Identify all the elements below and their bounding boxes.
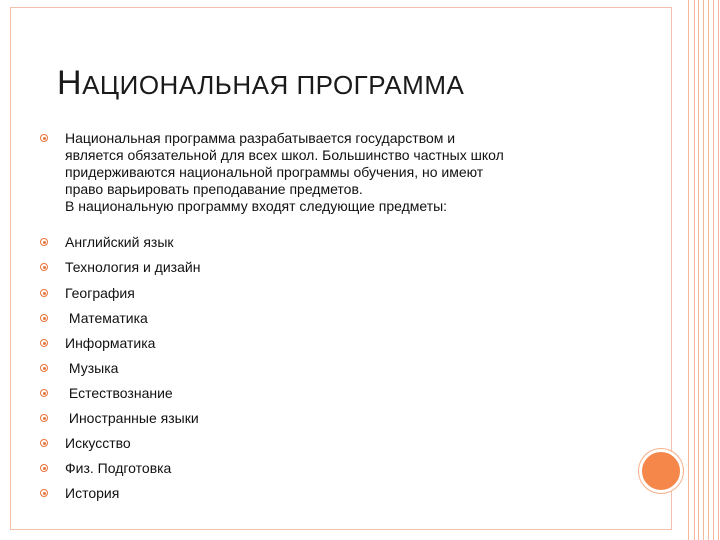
subject-label: Физ. Подготовка <box>65 460 172 476</box>
list-item <box>40 435 640 460</box>
bullet-icon <box>40 414 48 422</box>
decor-line <box>694 0 695 540</box>
decor-line <box>718 0 719 540</box>
bullet-icon <box>40 389 48 397</box>
list-item <box>40 234 640 259</box>
bullet-icon <box>40 289 48 297</box>
decor-line <box>708 0 709 540</box>
bullet-icon <box>40 314 48 322</box>
intro-line: право варьировать преподавание предметов. <box>65 181 363 197</box>
intro-line: является обязательной для всех школ. Большинство частных школ <box>65 147 504 163</box>
list-item-intro <box>40 130 640 228</box>
bullet-icon <box>40 464 48 472</box>
list-item <box>40 460 640 485</box>
list-item <box>40 485 640 510</box>
subject-label: География <box>65 285 135 301</box>
subject-label: Технология и дизайн <box>65 259 201 275</box>
subject-label: История <box>65 485 120 501</box>
list-item <box>40 385 640 410</box>
decor-line <box>703 0 704 540</box>
title-first-letter: Н <box>57 64 83 102</box>
bullet-icon <box>40 364 48 372</box>
decor-line <box>713 0 714 540</box>
bullet-list <box>40 130 640 510</box>
bullet-icon <box>40 489 48 497</box>
subject-label: Информатика <box>65 335 156 351</box>
list-item <box>40 410 640 435</box>
list-item <box>40 310 640 335</box>
intro-line: придерживаются национальной программы обучения, но имеют <box>65 164 484 180</box>
title-rest: АЦИОНАЛЬНАЯ ПРОГРАММА <box>82 70 465 100</box>
subject-label: Музыка <box>65 360 119 376</box>
bullet-icon <box>40 339 48 347</box>
list-item <box>40 335 640 360</box>
bullet-icon <box>40 263 48 271</box>
bullet-icon <box>40 238 48 246</box>
list-item <box>40 360 640 385</box>
subject-label: Естествознание <box>65 385 173 401</box>
list-item <box>40 285 640 310</box>
subject-label: Иностранные языки <box>65 410 199 426</box>
subject-label: Английский язык <box>65 234 174 250</box>
decor-line <box>698 0 699 540</box>
decor-line <box>688 0 689 540</box>
list-item <box>40 259 640 285</box>
bullet-icon <box>40 134 48 142</box>
bullet-icon <box>40 439 48 447</box>
slide-title <box>57 64 464 103</box>
subject-label: Математика <box>65 310 148 326</box>
orange-circle-decoration <box>639 449 683 493</box>
intro-line: Национальная программа разрабатывается государством и <box>65 130 456 146</box>
intro-line: В национальную программу входят следующие предметы: <box>65 198 448 214</box>
subject-label: Искусство <box>65 435 131 451</box>
